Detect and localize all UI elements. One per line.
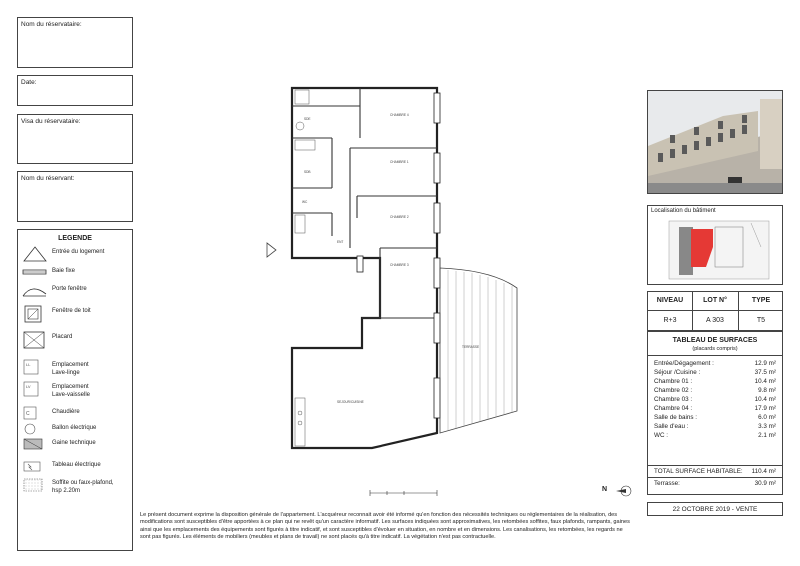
- surfaces-table: [647, 331, 783, 495]
- surface-row: [654, 405, 776, 413]
- date-label: Date:: [21, 79, 37, 86]
- surface-value: 6.0 m²: [758, 414, 776, 421]
- closet-icon: [22, 330, 48, 350]
- total-label: TOTAL SURFACE HABITABLE:: [654, 468, 743, 475]
- surface-row: [654, 378, 776, 386]
- disclaimer-text: Le présent document exprime la disposition générale de l'appartement. L'acquéreur reconnait avoir été informé qu'en fonction des nécessités techniques ou réglementaires de la réalisation, des modifications sont susceptibles d'être apportées à ce plan qui ne revêt qu'un caractère informatif. Les surfaces indiquées sont approximatives, les retombées soffites, faux plafonds, rampants, gaines ainsi que les emplacements des équipements sont figurés à titre indicatif, et sont susceptibles d'évoluer en situation, en nombre et en dimensions. Les canalisations, les retombées, les regards ne sont pas figurés. Les éléments de mobiliers (meubles et plans de travail) ne sont placés qu'à titre indicatif. La végétation n'est pas contractuelle.: [140, 512, 630, 540]
- legend-label: Emplacement Lave-linge: [52, 362, 89, 376]
- roof-window-icon: [22, 304, 48, 324]
- type-value: T5: [756, 317, 766, 324]
- legend-title: LEGENDE: [58, 235, 92, 242]
- legend-label: Chaudière: [52, 409, 80, 415]
- surface-value: 12.9 m²: [754, 360, 776, 367]
- room-label-chambre2: CHAMBRE 2: [390, 215, 409, 219]
- surface-value: 37.5 m²: [754, 369, 776, 376]
- surface-row: [654, 432, 776, 440]
- reservataire-name-label: Nom du réservataire:: [21, 21, 82, 28]
- legend-label: Tableau électrique: [52, 462, 101, 468]
- legend-label: Gaine technique: [52, 440, 96, 446]
- reservant-name-box[interactable]: [17, 171, 133, 222]
- entrance-triangle-icon: [22, 245, 48, 263]
- technical-shaft-icon: [22, 436, 48, 454]
- date-stamp-text: 22 OCTOBRE 2019 - VENTE: [672, 506, 758, 513]
- surfaces-title: TABLEAU DE SURFACES: [672, 337, 758, 344]
- terrasse-label: Terrasse:: [654, 480, 680, 487]
- legend-item: [22, 436, 122, 456]
- terrasse-row: [654, 480, 776, 488]
- legend-item: [22, 264, 122, 284]
- north-arrow: [602, 484, 636, 498]
- surfaces-subtitle: (placards compris): [692, 346, 738, 352]
- legend-panel: [17, 229, 133, 551]
- visa-label: Visa du réservataire:: [21, 118, 81, 125]
- room-label-sdb: SDB: [304, 170, 311, 174]
- legend-item: [22, 330, 122, 350]
- location-label: Localisation du bâtiment: [651, 208, 716, 214]
- false-ceiling-icon: [22, 476, 48, 494]
- room-label-chambre1: CHAMBRE 1: [390, 160, 409, 164]
- dishwasher-icon: [22, 380, 48, 398]
- legend-label: Placard: [52, 334, 73, 340]
- entrance-triangle-icon: [267, 243, 276, 257]
- svg-text:LL: LL: [26, 362, 31, 367]
- room-label-terrasse: TERRASSE: [462, 345, 480, 349]
- legend-label: Entrée du logement: [52, 249, 105, 255]
- type-header: TYPE: [751, 297, 771, 304]
- surface-label: Salle d'eau :: [654, 423, 689, 430]
- reservant-name-label: Nom du réservant:: [21, 175, 75, 182]
- surface-value: 2.1 m²: [758, 432, 776, 439]
- fixed-window-icon: [22, 264, 48, 282]
- exterior-wall: [292, 88, 437, 448]
- location-map: [651, 217, 781, 283]
- surface-value: 17.9 m²: [754, 405, 776, 412]
- total-row: [654, 468, 776, 476]
- legend-item: [22, 245, 122, 265]
- room-label-sejour: SEJOUR/CUISINE: [337, 400, 364, 404]
- lot-value: A 303: [706, 317, 724, 324]
- washing-machine-icon: [22, 358, 48, 376]
- legend-item: [22, 458, 122, 478]
- surface-value: 10.4 m²: [754, 378, 776, 385]
- surface-label: Entrée/Dégagement :: [654, 360, 714, 367]
- legend-label: Porte fenêtre: [52, 286, 87, 292]
- surface-row: [654, 369, 776, 377]
- surface-label: Séjour /Cuisine :: [654, 369, 701, 376]
- surface-row: [654, 396, 776, 404]
- surface-label: Chambre 04 :: [654, 405, 693, 412]
- legend-item: [22, 476, 122, 500]
- surface-row: [654, 360, 776, 368]
- surface-row: [654, 423, 776, 431]
- legend-label: Ballon électrique: [52, 425, 97, 431]
- surface-label: WC :: [654, 432, 668, 439]
- room-label-sde: SDE: [304, 117, 311, 121]
- svg-text:C: C: [26, 411, 30, 417]
- lot-table: [647, 291, 783, 331]
- date-box[interactable]: [17, 75, 133, 106]
- terrace: [440, 268, 517, 433]
- surface-label: Chambre 03 :: [654, 396, 693, 403]
- surface-row: [654, 414, 776, 422]
- north-label: N: [602, 486, 608, 493]
- date-stamp: [647, 502, 783, 516]
- legend-label: Baie fixe: [52, 268, 76, 274]
- legend-label: Emplacement Lave-vaisselle: [52, 384, 91, 398]
- room-label-entree: ENT: [337, 240, 344, 244]
- floor-plan: [262, 78, 552, 498]
- legend-label: Fenêtre de toit: [52, 308, 91, 314]
- room-label-chambre4: CHAMBRE 4: [390, 113, 409, 117]
- lot-header: LOT N°: [703, 297, 727, 304]
- legend-item: [22, 282, 122, 302]
- legend-item: [22, 304, 122, 324]
- building-render-image: [648, 91, 783, 194]
- surface-label: Chambre 02 :: [654, 387, 693, 394]
- french-window-icon: [22, 282, 48, 300]
- surface-value: 10.4 m²: [754, 396, 776, 403]
- surface-row: [654, 387, 776, 395]
- surface-value: 9.8 m²: [758, 387, 776, 394]
- room-label-wc: WC: [302, 200, 308, 204]
- surface-value: 3.3 m²: [758, 423, 776, 430]
- compass-icon: [612, 484, 636, 498]
- electric-panel-icon: [22, 458, 48, 476]
- legend-item: [22, 358, 122, 380]
- niveau-header: NIVEAU: [656, 297, 684, 304]
- scale-bar: [370, 490, 437, 496]
- surface-label: Salle de bains :: [654, 414, 698, 421]
- legend-item: [22, 380, 122, 402]
- niveau-value: R+3: [663, 317, 677, 324]
- total-value: 110.4 m²: [751, 468, 776, 475]
- building-photo: [647, 90, 783, 194]
- visa-box[interactable]: [17, 114, 133, 164]
- reservataire-name-box[interactable]: [17, 17, 133, 68]
- location-panel: [647, 205, 783, 285]
- surface-label: Chambre 01 :: [654, 378, 693, 385]
- svg-text:LV: LV: [26, 384, 31, 389]
- terrasse-value: 30.9 m²: [754, 480, 776, 487]
- legend-label: Soffite ou faux-plafond, hsp 2.20m: [52, 480, 114, 494]
- room-label-chambre3: CHAMBRE 3: [390, 263, 409, 267]
